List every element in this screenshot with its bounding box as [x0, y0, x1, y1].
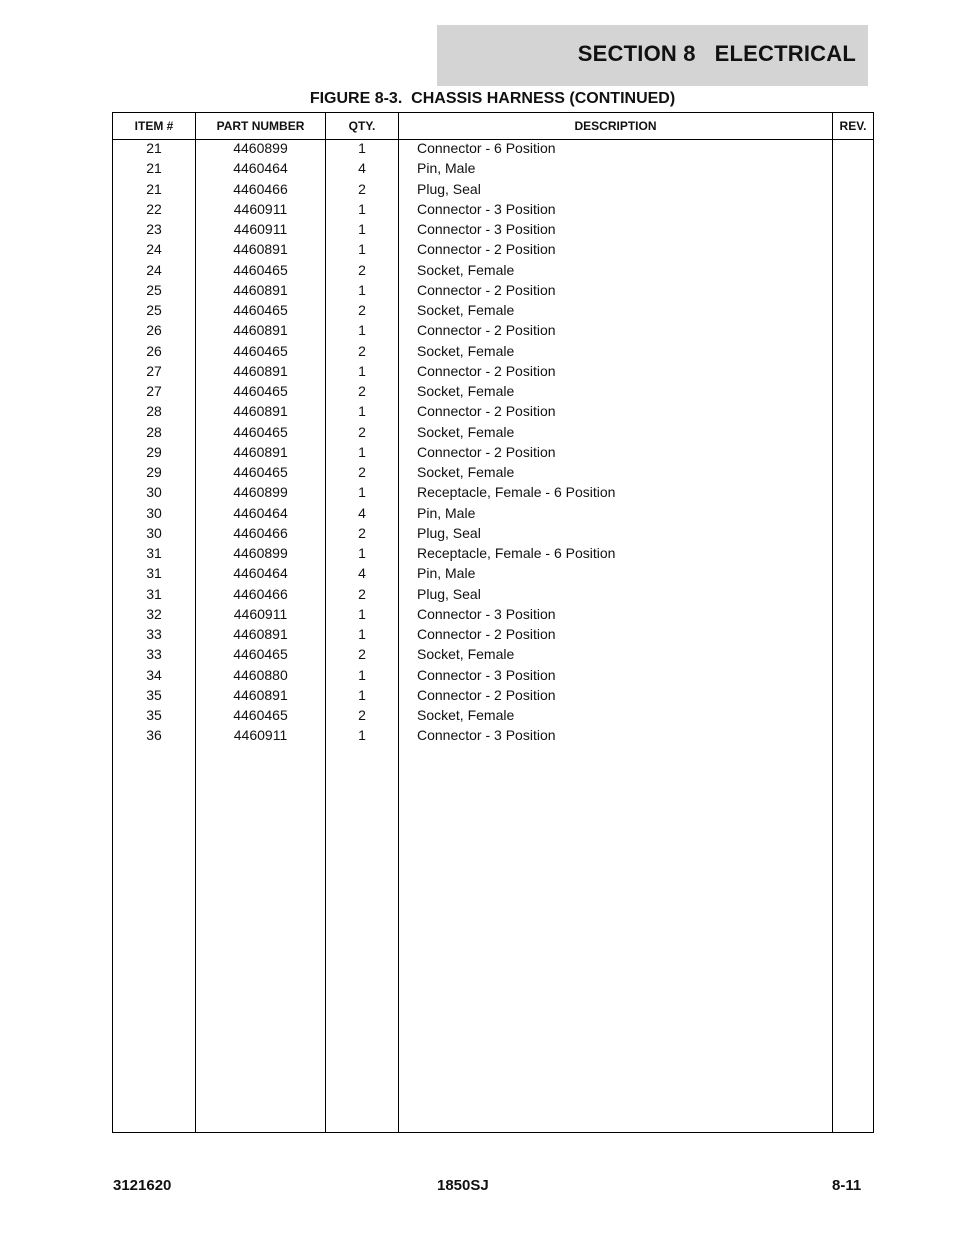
table-row [113, 484, 873, 504]
cell-part-number: 4460891 [233, 443, 288, 460]
cell-part-number: 4460899 [233, 484, 288, 501]
cell-part-number: 4460464 [233, 160, 288, 177]
cell-part-number: 4460466 [233, 585, 288, 602]
cell-description: Connector - 2 Position [417, 281, 556, 298]
cell-part-number: 4460465 [233, 423, 288, 440]
cell-item: 27 [146, 383, 162, 399]
cell-qty: 4 [358, 565, 366, 582]
table-body [113, 140, 873, 748]
cell-item: 24 [146, 261, 162, 278]
cell-part-number: 4460465 [233, 707, 288, 723]
cell-description: Connector - 3 Position [417, 727, 556, 744]
table-row [113, 586, 873, 606]
cell-item: 25 [146, 302, 162, 318]
cell-qty: 1 [358, 221, 366, 237]
cell-description: Connector - 2 Position [417, 362, 556, 379]
cell-description: Plug, Seal [417, 180, 481, 197]
cell-item: 22 [146, 200, 162, 217]
cell-description: Connector - 2 Position [417, 443, 556, 460]
cell-part-number: 4460465 [233, 302, 288, 318]
cell-part-number: 4460891 [233, 241, 288, 258]
cell-item: 31 [146, 585, 162, 602]
cell-item: 33 [146, 626, 162, 642]
cell-item: 21 [146, 160, 162, 177]
cell-part-number: 4460880 [233, 666, 288, 683]
cell-item: 26 [146, 342, 162, 359]
cell-part-number: 4460465 [233, 261, 288, 278]
table-row [113, 646, 873, 666]
section-header-bar [437, 25, 868, 86]
cell-qty: 2 [358, 180, 366, 197]
cell-part-number: 4460899 [233, 545, 288, 561]
cell-qty: 1 [358, 281, 366, 298]
cell-qty: 2 [358, 464, 366, 480]
cell-part-number: 4460899 [233, 140, 288, 156]
table-row [113, 262, 873, 282]
cell-part-number: 4460911 [233, 221, 288, 237]
table-row [113, 464, 873, 484]
cell-part-number: 4460464 [233, 504, 288, 521]
cell-part-number: 4460891 [233, 686, 288, 703]
cell-part-number: 4460464 [233, 565, 288, 582]
cell-item: 23 [146, 221, 162, 237]
cell-qty: 1 [358, 605, 366, 622]
header-item: ITEM # [134, 119, 174, 133]
cell-description: Connector - 2 Position [417, 241, 556, 258]
cell-qty: 4 [358, 160, 366, 177]
cell-qty: 2 [358, 302, 366, 318]
cell-description: Socket, Female [417, 423, 515, 440]
table-row [113, 221, 873, 241]
table-row [113, 363, 873, 383]
section-title: SECTION 8 ELECTRICAL [577, 41, 856, 66]
table-row [113, 282, 873, 302]
cell-qty: 1 [358, 322, 366, 339]
cell-description: Socket, Female [417, 383, 515, 399]
table-row [113, 241, 873, 261]
cell-description: Socket, Female [417, 646, 515, 663]
cell-description: Connector - 3 Position [417, 605, 556, 622]
cell-item: 30 [146, 504, 162, 521]
table-row [113, 403, 873, 423]
cell-item: 35 [146, 707, 162, 723]
cell-part-number: 4460891 [233, 281, 288, 298]
cell-description: Receptacle, Female - 6 Position [417, 484, 616, 501]
table-row [113, 424, 873, 444]
cell-qty: 1 [358, 666, 366, 683]
cell-item: 31 [146, 545, 162, 561]
table-row [113, 343, 873, 363]
cell-part-number: 4460891 [233, 362, 288, 379]
cell-qty: 1 [358, 200, 366, 217]
footer-doc-number: 3121620 [113, 1177, 172, 1194]
table-row [113, 302, 873, 322]
cell-qty: 2 [358, 383, 366, 399]
cell-part-number: 4460891 [233, 322, 288, 339]
cell-qty: 1 [358, 403, 366, 420]
cell-description: Connector - 6 Position [417, 140, 556, 156]
cell-item: 21 [146, 180, 162, 197]
figure-title: FIGURE 8-3. CHASSIS HARNESS (CONTINUED) [309, 90, 676, 107]
cell-part-number: 4460891 [233, 403, 288, 420]
cell-part-number: 4460911 [233, 605, 288, 622]
cell-item: 29 [146, 443, 162, 460]
cell-qty: 2 [358, 342, 366, 359]
cell-qty: 1 [358, 545, 366, 561]
cell-item: 29 [146, 464, 162, 480]
table-row [113, 687, 873, 707]
cell-description: Receptacle, Female - 6 Position [417, 545, 616, 561]
cell-qty: 2 [358, 423, 366, 440]
table-row [113, 606, 873, 626]
cell-qty: 1 [358, 362, 366, 379]
cell-qty: 1 [358, 686, 366, 703]
table-row [113, 667, 873, 687]
cell-item: 34 [146, 666, 162, 683]
table-row [113, 626, 873, 646]
footer-model: 1850SJ [437, 1177, 489, 1194]
cell-part-number: 4460466 [233, 180, 288, 197]
cell-part-number: 4460465 [233, 646, 288, 663]
cell-qty: 2 [358, 585, 366, 602]
header-description: DESCRIPTION [574, 119, 657, 133]
cell-description: Connector - 2 Position [417, 322, 556, 339]
cell-description: Socket, Female [417, 464, 515, 480]
cell-qty: 1 [358, 626, 366, 642]
cell-description: Socket, Female [417, 261, 515, 278]
cell-description: Connector - 3 Position [417, 221, 556, 237]
table-row [113, 727, 873, 747]
table-row [113, 160, 873, 180]
cell-item: 31 [146, 565, 162, 582]
table-row [113, 383, 873, 403]
cell-description: Plug, Seal [417, 524, 481, 541]
cell-description: Connector - 2 Position [417, 626, 556, 642]
header-rev: REV. [839, 119, 867, 133]
cell-item: 25 [146, 281, 162, 298]
table-row [113, 201, 873, 221]
cell-qty: 1 [358, 140, 366, 156]
cell-description: Connector - 2 Position [417, 686, 556, 703]
cell-item: 27 [146, 362, 162, 379]
table-row [113, 565, 873, 585]
cell-part-number: 4460891 [233, 626, 288, 642]
cell-item: 33 [146, 646, 162, 663]
cell-qty: 4 [358, 504, 366, 521]
table-row [113, 181, 873, 201]
cell-description: Connector - 2 Position [417, 403, 556, 420]
cell-description: Connector - 3 Position [417, 666, 556, 683]
cell-item: 26 [146, 322, 162, 339]
cell-qty: 1 [358, 484, 366, 501]
cell-description: Pin, Male [417, 565, 476, 582]
parts-table [112, 112, 874, 1133]
cell-item: 24 [146, 241, 162, 258]
table-row [113, 505, 873, 525]
cell-qty: 2 [358, 524, 366, 541]
cell-item: 30 [146, 524, 162, 541]
cell-part-number: 4460911 [233, 727, 288, 744]
cell-item: 30 [146, 484, 162, 501]
footer-page-number: 8-11 [832, 1177, 862, 1194]
header-part-number: PART NUMBER [216, 119, 305, 133]
cell-qty: 2 [358, 646, 366, 663]
cell-description: Socket, Female [417, 342, 515, 359]
table-row [113, 707, 873, 727]
cell-part-number: 4460911 [233, 200, 288, 217]
cell-part-number: 4460465 [233, 342, 288, 359]
cell-item: 28 [146, 403, 162, 420]
cell-qty: 1 [358, 727, 366, 744]
table-row [113, 140, 873, 160]
cell-qty: 2 [358, 261, 366, 278]
cell-description: Socket, Female [417, 302, 515, 318]
header-qty: QTY. [348, 119, 376, 133]
cell-description: Plug, Seal [417, 585, 481, 602]
cell-part-number: 4460465 [233, 464, 288, 480]
cell-part-number: 4460465 [233, 383, 288, 399]
cell-qty: 2 [358, 707, 366, 723]
cell-qty: 1 [358, 443, 366, 460]
table-row [113, 322, 873, 342]
cell-qty: 1 [358, 241, 366, 258]
cell-description: Connector - 3 Position [417, 200, 556, 217]
cell-description: Pin, Male [417, 504, 476, 521]
cell-description: Socket, Female [417, 707, 515, 723]
cell-item: 36 [146, 727, 162, 744]
table-row [113, 444, 873, 464]
table-row [113, 545, 873, 565]
cell-item: 28 [146, 423, 162, 440]
cell-item: 32 [146, 605, 162, 622]
cell-item: 21 [146, 140, 162, 156]
cell-part-number: 4460466 [233, 524, 288, 541]
table-row [113, 525, 873, 545]
cell-item: 35 [146, 686, 162, 703]
cell-description: Pin, Male [417, 160, 476, 177]
